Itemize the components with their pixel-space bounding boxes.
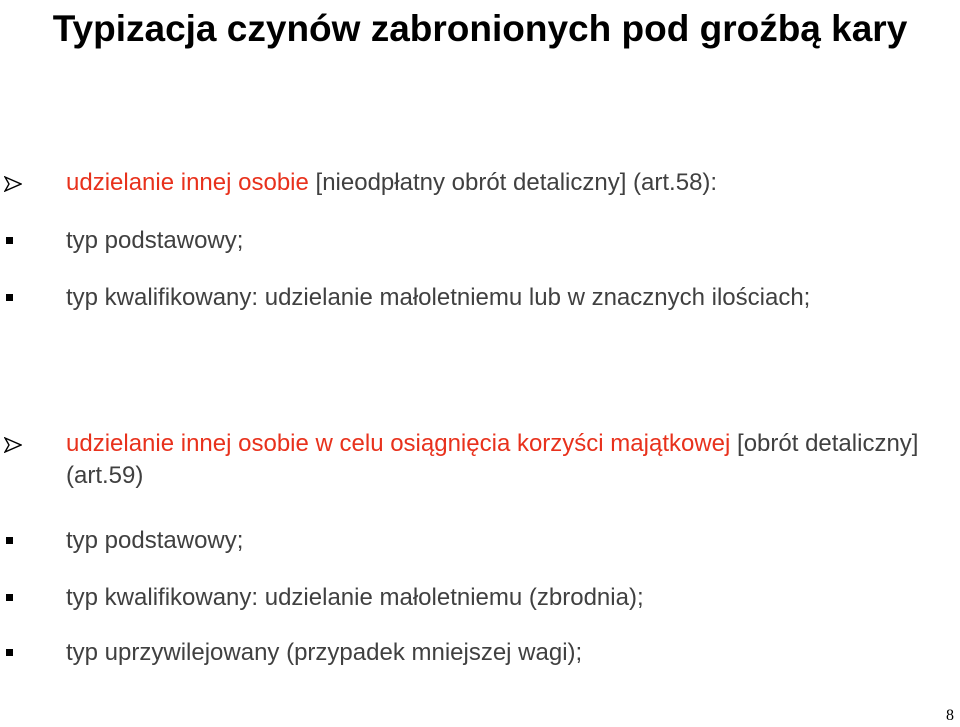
list-item-text: typ kwalifikowany: udzielanie małoletniemu (zbrodnia); [66,584,644,611]
list-item-text: typ podstawowy; [66,527,244,554]
slide-title: Typizacja czynów zabronionych pod groźbą kary [52,8,908,49]
section-2-heading-rest: [obrót detaliczny] (art.59) [66,430,919,489]
square-bullet-icon [6,237,13,244]
square-bullet-icon [6,594,13,601]
list-item-text: typ podstawowy; [66,227,244,254]
arrow-bullet-icon [4,176,22,192]
page-number: 8 [946,707,954,724]
list-item-text: typ kwalifikowany: udzielanie małoletniemu lub w znacznych ilościach; [66,284,811,311]
arrow-bullet-icon [4,437,22,453]
square-bullet-icon [6,294,13,301]
list-item-text: typ uprzywilejowany (przypadek mniejszej wagi); [66,639,583,666]
section-1-heading-highlight: udzielanie innej osobie [66,169,309,196]
section-2-heading-highlight: udzielanie innej osobie w celu osiągnięcia korzyści majątkowej [66,430,731,457]
square-bullet-icon [6,537,13,544]
section-1-heading-text [66,167,945,199]
section-2-heading-text [66,428,945,492]
square-bullet-icon [6,649,13,656]
section-1-heading-rest: [nieodpłatny obrót detaliczny] (art.58): [308,169,718,196]
